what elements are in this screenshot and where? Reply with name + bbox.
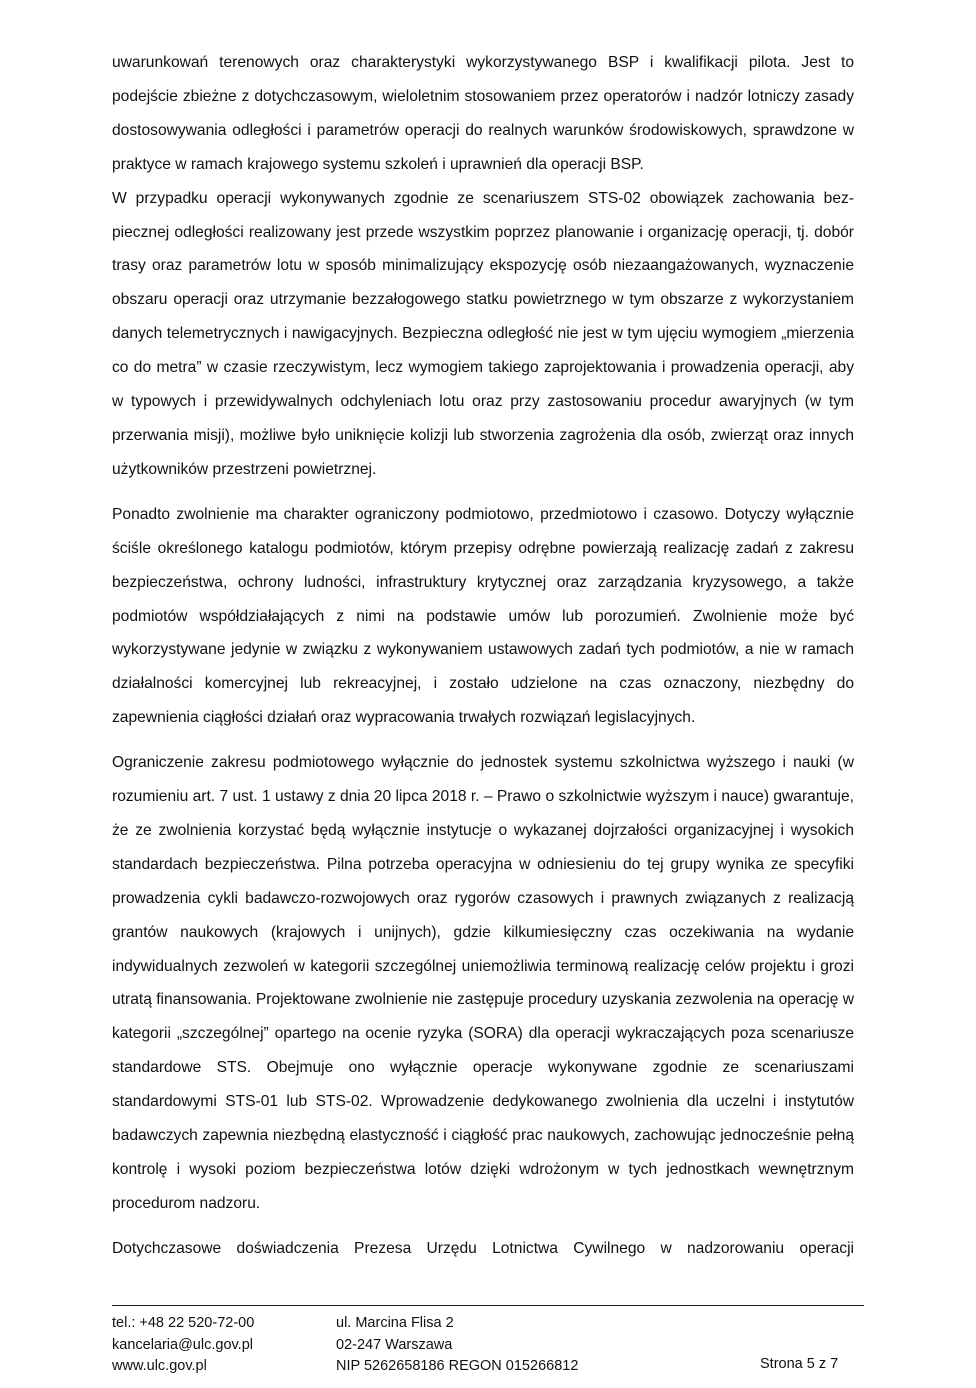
- footer-ids: NIP 5262658186 REGON 015266812: [336, 1358, 579, 1374]
- footer-website[interactable]: www.ulc.gov.pl: [112, 1358, 207, 1374]
- paragraph-1: uwarunkowań terenowych oraz charakterystyki wykorzystywanego BSP i kwalifikacji pilota. Jest to podejście zbieżne z dotychczasowym, wieloletnim stosowaniem przez operatorów i nadzór lotniczy zasady dostosowywania odległości i parametrów operacji do realnych warunków środowiskowych, sprawdzone w praktyce w ramach krajowego systemu szkoleń i uprawnień dla operacji BSP.: [112, 54, 854, 173]
- paragraph-3: Ponadto zwolnienie ma charakter ograniczony podmiotowo, przedmiotowo i czasowo. Dotyczy wyłącznie ściśle określonego katalogu podmiotów, którym przepisy odrębne powierzają realizację zadań z zakresu bezpieczeństwa, ochrony ludności, infrastruktury krytycznej oraz zarządzania kryzysowego, a także podmiotów współdziałających z nimi na podstawie umów lub porozumień. Zwolnienie może być wykorzystywane jedynie w związku z wykonywaniem ustawowych zadań tych podmiotów, a nie w ramach działalności komercyjnej lub rekreacyjnej, i zostało udzielone na czas oznaczony, niezbędny do zapewnienia ciągłości działań oraz wypracowania trwałych rozwiązań legislacyjnych.: [112, 505, 854, 727]
- footer-divider: [112, 1305, 864, 1306]
- footer-phone: tel.: +48 22 520-72-00: [112, 1315, 255, 1331]
- document-body: [112, 46, 854, 1266]
- paragraph-5: Dotychczasowe doświadczenia Prezesa Urzędu Lotnictwa Cywilnego w nadzorowaniu operacji: [112, 1239, 854, 1257]
- paragraph-2: W przypadku operacji wykonywanych zgodnie ze scenariuszem STS-02 obowiązek zachowania bezpiecznej odległości realizowany jest przede wszystkim poprzez planowanie i organizację operacji, tj. dobór trasy oraz parametrów lotu w sposób minimalizujący ekspozycję osób niezaangażowanych, wyznaczenie obszaru operacji oraz utrzymanie bezzałogowego statku powietrznego w tym obszarze z wykorzystaniem danych telemetrycznych i nawigacyjnych. Bezpieczna odległość nie jest w tym ujęciu wymogiem „mierzenia co do metra” w czasie rzeczywistym, lecz wymogiem takiego zaprojektowania i prowadzenia operacji, aby w typowych i przewidywalnych odchyleniach lotu oraz przy zastosowaniu procedur awaryjnych (w tym przerwania misji), możliwe było uniknięcie kolizji lub stworzenia zagrożenia dla osób, zwierząt oraz innych użytkowników przestrzeni powietrznej.: [112, 189, 854, 478]
- page-number: Strona 5 z 7: [760, 1356, 839, 1372]
- footer-address: [336, 1313, 578, 1378]
- footer-city: 02-247 Warszawa: [336, 1336, 453, 1353]
- footer-street: ul. Marcina Flisa 2: [336, 1315, 454, 1331]
- footer-email[interactable]: kancelaria@ulc.gov.pl: [112, 1336, 253, 1353]
- footer-contact: [112, 1313, 254, 1378]
- paragraph-4: Ograniczenie zakresu podmiotowego wyłącznie do jednostek systemu szkolnictwa wyższego i nauki (w rozumieniu art. 7 ust. 1 ustawy z dnia 20 lipca 2018 r. – Prawo o szkolnictwie wyższym i nauce) gwarantuje, że ze zwolnienia korzystać będą wyłącznie instytucje o wykazanej dojrzałości organizacyjnej i wysokich standardach bezpieczeństwa. Pilna potrzeba operacyjna w odniesieniu do tej grupy wynika ze specyfiki prowadzenia cykli badawczo-rozwojowych oraz rygorów czasowych i prawnych związanych z realizacją grantów naukowych (krajowych i unijnych), gdzie kilkumiesięczny czas oczekiwania na wydanie indywidualnych zezwoleń w kategorii szczególnej uniemożliwia terminową realizację celów projektu i grozi utratą finansowania. Projektowane zwolnienie nie zastępuje procedury uzyskania zezwolenia na operację w kategorii „szczególnej” opartego na ocenie ryzyka (SORA) dla operacji wykraczających poza scenariusze standardowe STS. Obejmuje ono wyłącznie operacje wykonywane zgodnie ze scenariuszami standardowymi STS-01 lub STS-02. Wprowadzenie dedykowanego zwolnienia dla uczelni i instytutów badawczych zapewnia niezbędną elastyczność i ciągłość prac naukowych, zachowując jednocześnie pełną kontrolę i wysoki poziom bezpieczeństwa lotów dzięki wdrożonym w tych jednostkach wewnętrznym procedurom nadzoru.: [112, 754, 855, 1212]
